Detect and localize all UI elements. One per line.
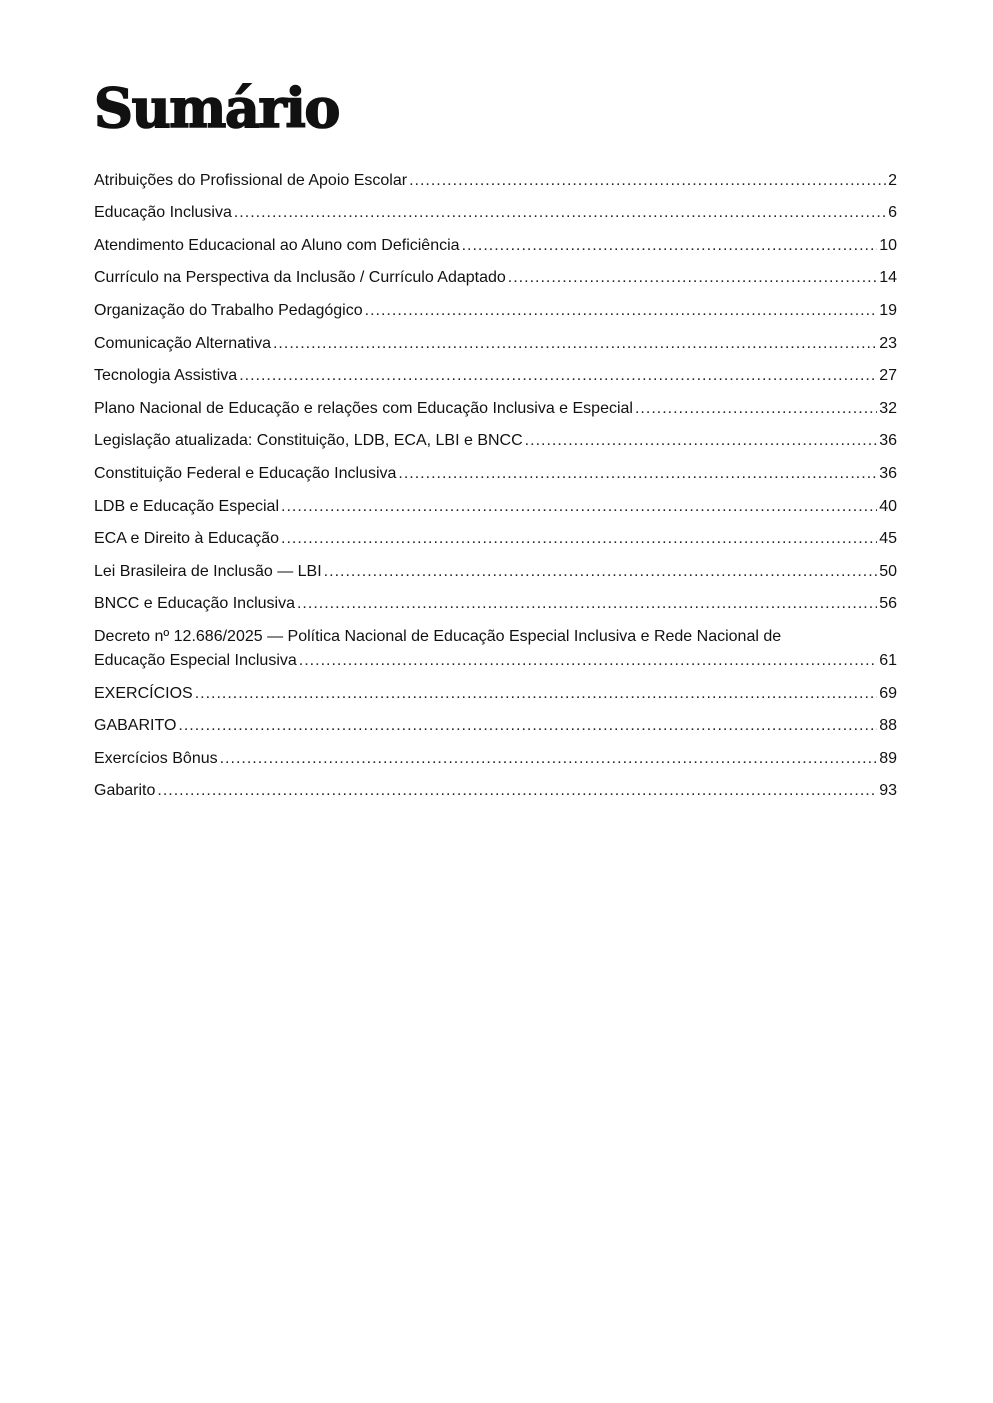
dot-leader (281, 527, 877, 551)
toc-entry-label-line2: Educação Especial Inclusiva (94, 651, 297, 669)
toc-entry[interactable] (94, 160, 897, 193)
toc-entry[interactable] (94, 771, 897, 804)
dot-leader (409, 169, 886, 193)
toc-entry-label: Plano Nacional de Educação e relações com Educação Inclusiva e Especial (94, 399, 633, 417)
dot-leader (239, 364, 877, 388)
toc-entry-page: 32 (879, 399, 897, 417)
toc-entry-page: 14 (879, 269, 897, 287)
dot-leader (398, 462, 877, 486)
toc-entry-page: 50 (879, 562, 897, 580)
toc-entry-label: Lei Brasileira de Inclusão — LBI (94, 562, 322, 580)
toc-entry-label: BNCC e Educação Inclusiva (94, 595, 295, 613)
toc-entry[interactable] (94, 193, 897, 226)
dot-leader (299, 649, 877, 673)
dot-leader (281, 495, 877, 519)
dot-leader (178, 714, 877, 738)
toc-entry-label: GABARITO (94, 717, 177, 735)
toc-entry-label: Atribuições do Profissional de Apoio Escolar (94, 171, 408, 189)
table-of-contents (94, 160, 897, 803)
toc-entry-page: 36 (879, 464, 897, 482)
toc-entry-page: 56 (879, 595, 897, 613)
toc-entry[interactable] (94, 616, 897, 673)
toc-entry-label: Currículo na Perspectiva da Inclusão / Currículo Adaptado (94, 269, 506, 287)
toc-entry-label: Exercícios Bônus (94, 749, 218, 767)
toc-entry-label: Organização do Trabalho Pedagógico (94, 301, 363, 319)
toc-entry-label: LDB e Educação Especial (94, 497, 279, 515)
toc-entry-page: 45 (879, 530, 897, 548)
toc-entry[interactable] (94, 258, 897, 291)
toc-entry-line2 (94, 649, 897, 673)
toc-entry-text (94, 625, 897, 673)
toc-entry-label: Comunicação Alternativa (94, 334, 271, 352)
toc-entry-page: 93 (879, 782, 897, 800)
toc-entry-label: Educação Inclusiva (94, 204, 232, 222)
toc-entry[interactable] (94, 323, 897, 356)
dot-leader (365, 299, 878, 323)
toc-entry-page: 10 (879, 236, 897, 254)
dot-leader (635, 397, 877, 421)
toc-entry[interactable] (94, 673, 897, 706)
toc-entry[interactable] (94, 421, 897, 454)
toc-entry-label: Tecnologia Assistiva (94, 367, 238, 385)
toc-entry-page: 6 (888, 204, 897, 222)
toc-entry-label: Constituição Federal e Educação Inclusiva (94, 464, 397, 482)
toc-entry[interactable] (94, 486, 897, 519)
dot-leader (273, 332, 877, 356)
toc-entry[interactable] (94, 551, 897, 584)
toc-entry-label: EXERCÍCIOS (94, 684, 193, 702)
toc-entry-page: 40 (879, 497, 897, 515)
toc-entry-page: 89 (879, 749, 897, 767)
toc-entry-page: 23 (879, 334, 897, 352)
toc-entry-label: Legislação atualizada: Constituição, LDB, ECA, LBI e BNCC (94, 432, 523, 450)
dot-leader (234, 201, 886, 225)
toc-entry-page: 69 (879, 684, 897, 702)
dot-leader (525, 429, 878, 453)
toc-entry-label: Gabarito (94, 782, 156, 800)
page-title: Sumário (94, 76, 339, 140)
toc-entry[interactable] (94, 388, 897, 421)
dot-leader (157, 779, 877, 803)
dot-leader (508, 266, 877, 290)
toc-entry[interactable] (94, 290, 897, 323)
toc-entry-page: 36 (879, 432, 897, 450)
toc-entry[interactable] (94, 738, 897, 771)
dot-leader (220, 747, 878, 771)
toc-entry-page: 88 (879, 717, 897, 735)
toc-entry-page: 2 (888, 171, 897, 189)
toc-entry-label: ECA e Direito à Educação (94, 530, 279, 548)
dot-leader (462, 234, 878, 258)
toc-entry-page: 61 (879, 651, 897, 669)
toc-entry[interactable] (94, 453, 897, 486)
dot-leader (297, 592, 877, 616)
toc-entry[interactable] (94, 584, 897, 617)
toc-entry[interactable] (94, 706, 897, 739)
toc-entry[interactable] (94, 225, 897, 258)
toc-entry-label: Atendimento Educacional ao Aluno com Deficiência (94, 236, 460, 254)
toc-entry-page: 19 (879, 301, 897, 319)
toc-entry[interactable] (94, 519, 897, 552)
dot-leader (324, 560, 878, 584)
toc-entry[interactable] (94, 356, 897, 389)
toc-entry-page: 27 (879, 367, 897, 385)
dot-leader (195, 682, 878, 706)
toc-entry-label-line1: Decreto nº 12.686/2025 — Política Nacional de Educação Especial Inclusiva e Rede Nacional de (94, 627, 782, 645)
